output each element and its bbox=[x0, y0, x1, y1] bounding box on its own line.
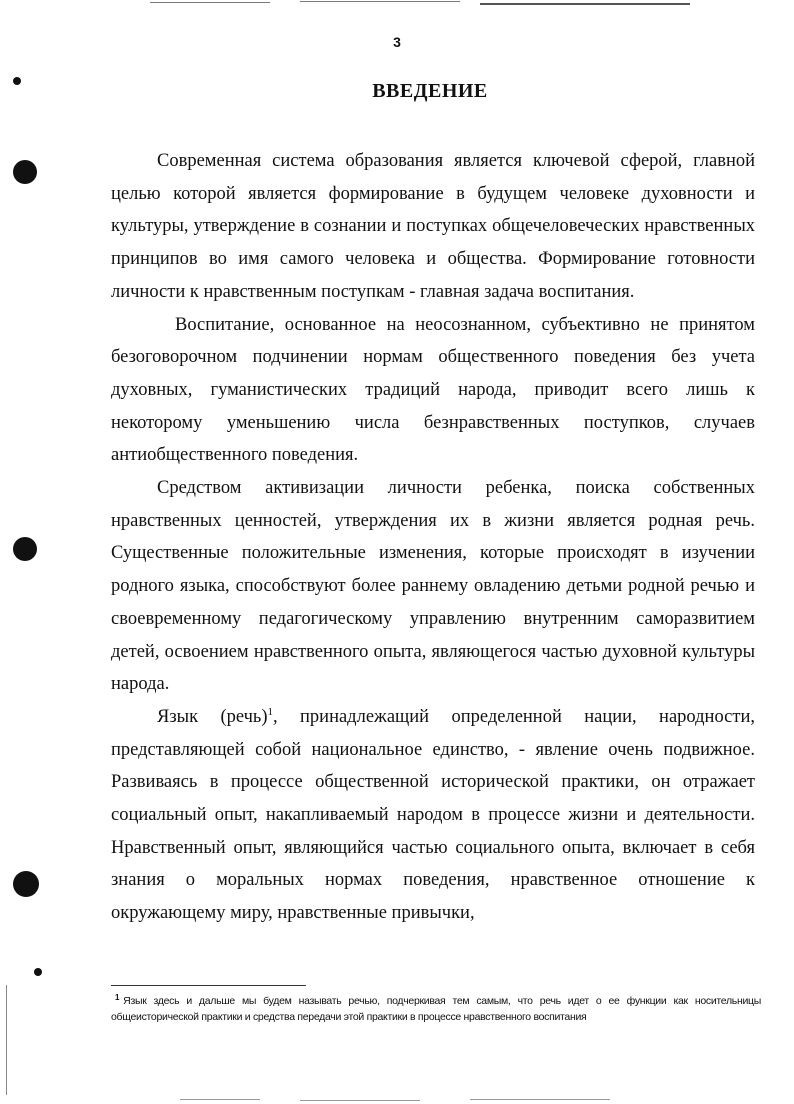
footnote-separator bbox=[111, 985, 306, 986]
scan-artifact-line bbox=[180, 1099, 260, 1100]
paragraph-text-start: Язык (речь) bbox=[157, 706, 268, 727]
paragraph: Воспитание, основанное на неосознанном, субъективно не принятом безоговорочном подчинении нормам общественного поведения без учета духовных, гуманистических традиций народа, приводит всего лишь к некоторому уменьшению числа безнравственных поступков, случаев антиобщественного поведения. bbox=[111, 314, 755, 466]
footnote-reference[interactable]: 1 bbox=[267, 705, 274, 718]
paragraph: Современная система образования является ключевой сферой, главной целью которой является формирование в будущем человеке духовности и культуры, утверждение в сознании и поступках общечеловеческих нравственных принципов во имя самого человека и общества. Формирование готовности личности к нравственным поступкам - главная задача воспитания. bbox=[111, 151, 755, 302]
body-text bbox=[111, 145, 755, 930]
scan-artifact-line bbox=[300, 1100, 420, 1101]
paragraph: Средством активизации личности ребенка, поиска собственных нравственных ценностей, утверждения их в жизни является родная речь. Существенные положительные изменения, которые происходят в изучении родного языка, способствуют более раннему овладению детьми родной речью и своевременному педагогическому управлению внутренним саморазвитием детей, освоением нравственного опыта, являющегося частью духовной культуры народа. bbox=[111, 478, 755, 695]
punch-hole-mark bbox=[34, 968, 42, 976]
scan-edge-line bbox=[6, 985, 7, 1095]
page-title: ВВЕДЕНИЕ bbox=[372, 80, 488, 102]
paragraph-text-end: , принадлежащий определенной нации, народности, представляющей собой национальное единство, - явление очень подвижное. Развиваясь в процессе общественной исторической практики, он отражает социальный опыт, накапливаемый народом в процессе жизни и деятельности. Нравственный опыт, являющийся частью социального опыта, включает в себя знания о моральных нормах поведения, нравственное отношение к окружающему миру, нравственные привычки, bbox=[111, 706, 755, 924]
scan-artifact-line bbox=[480, 3, 690, 5]
footnote-text: Язык здесь и дальше мы будем называть речью, подчеркивая тем самым, что речь идет о ее функции как носительницы общеисторической практики и средства передачи этой практики в процессе нравственного воспитания bbox=[111, 995, 761, 1023]
scan-artifact-line bbox=[470, 1099, 610, 1100]
scan-artifact-line bbox=[300, 1, 460, 2]
footnote bbox=[111, 993, 761, 1025]
punch-hole-mark bbox=[13, 160, 37, 184]
paragraph bbox=[111, 701, 755, 930]
scan-artifact-line bbox=[150, 2, 270, 3]
punch-hole-mark bbox=[13, 537, 37, 561]
page-number: 3 bbox=[393, 34, 401, 50]
footnote-marker: 1 bbox=[115, 992, 120, 1002]
punch-hole-mark bbox=[13, 871, 39, 897]
